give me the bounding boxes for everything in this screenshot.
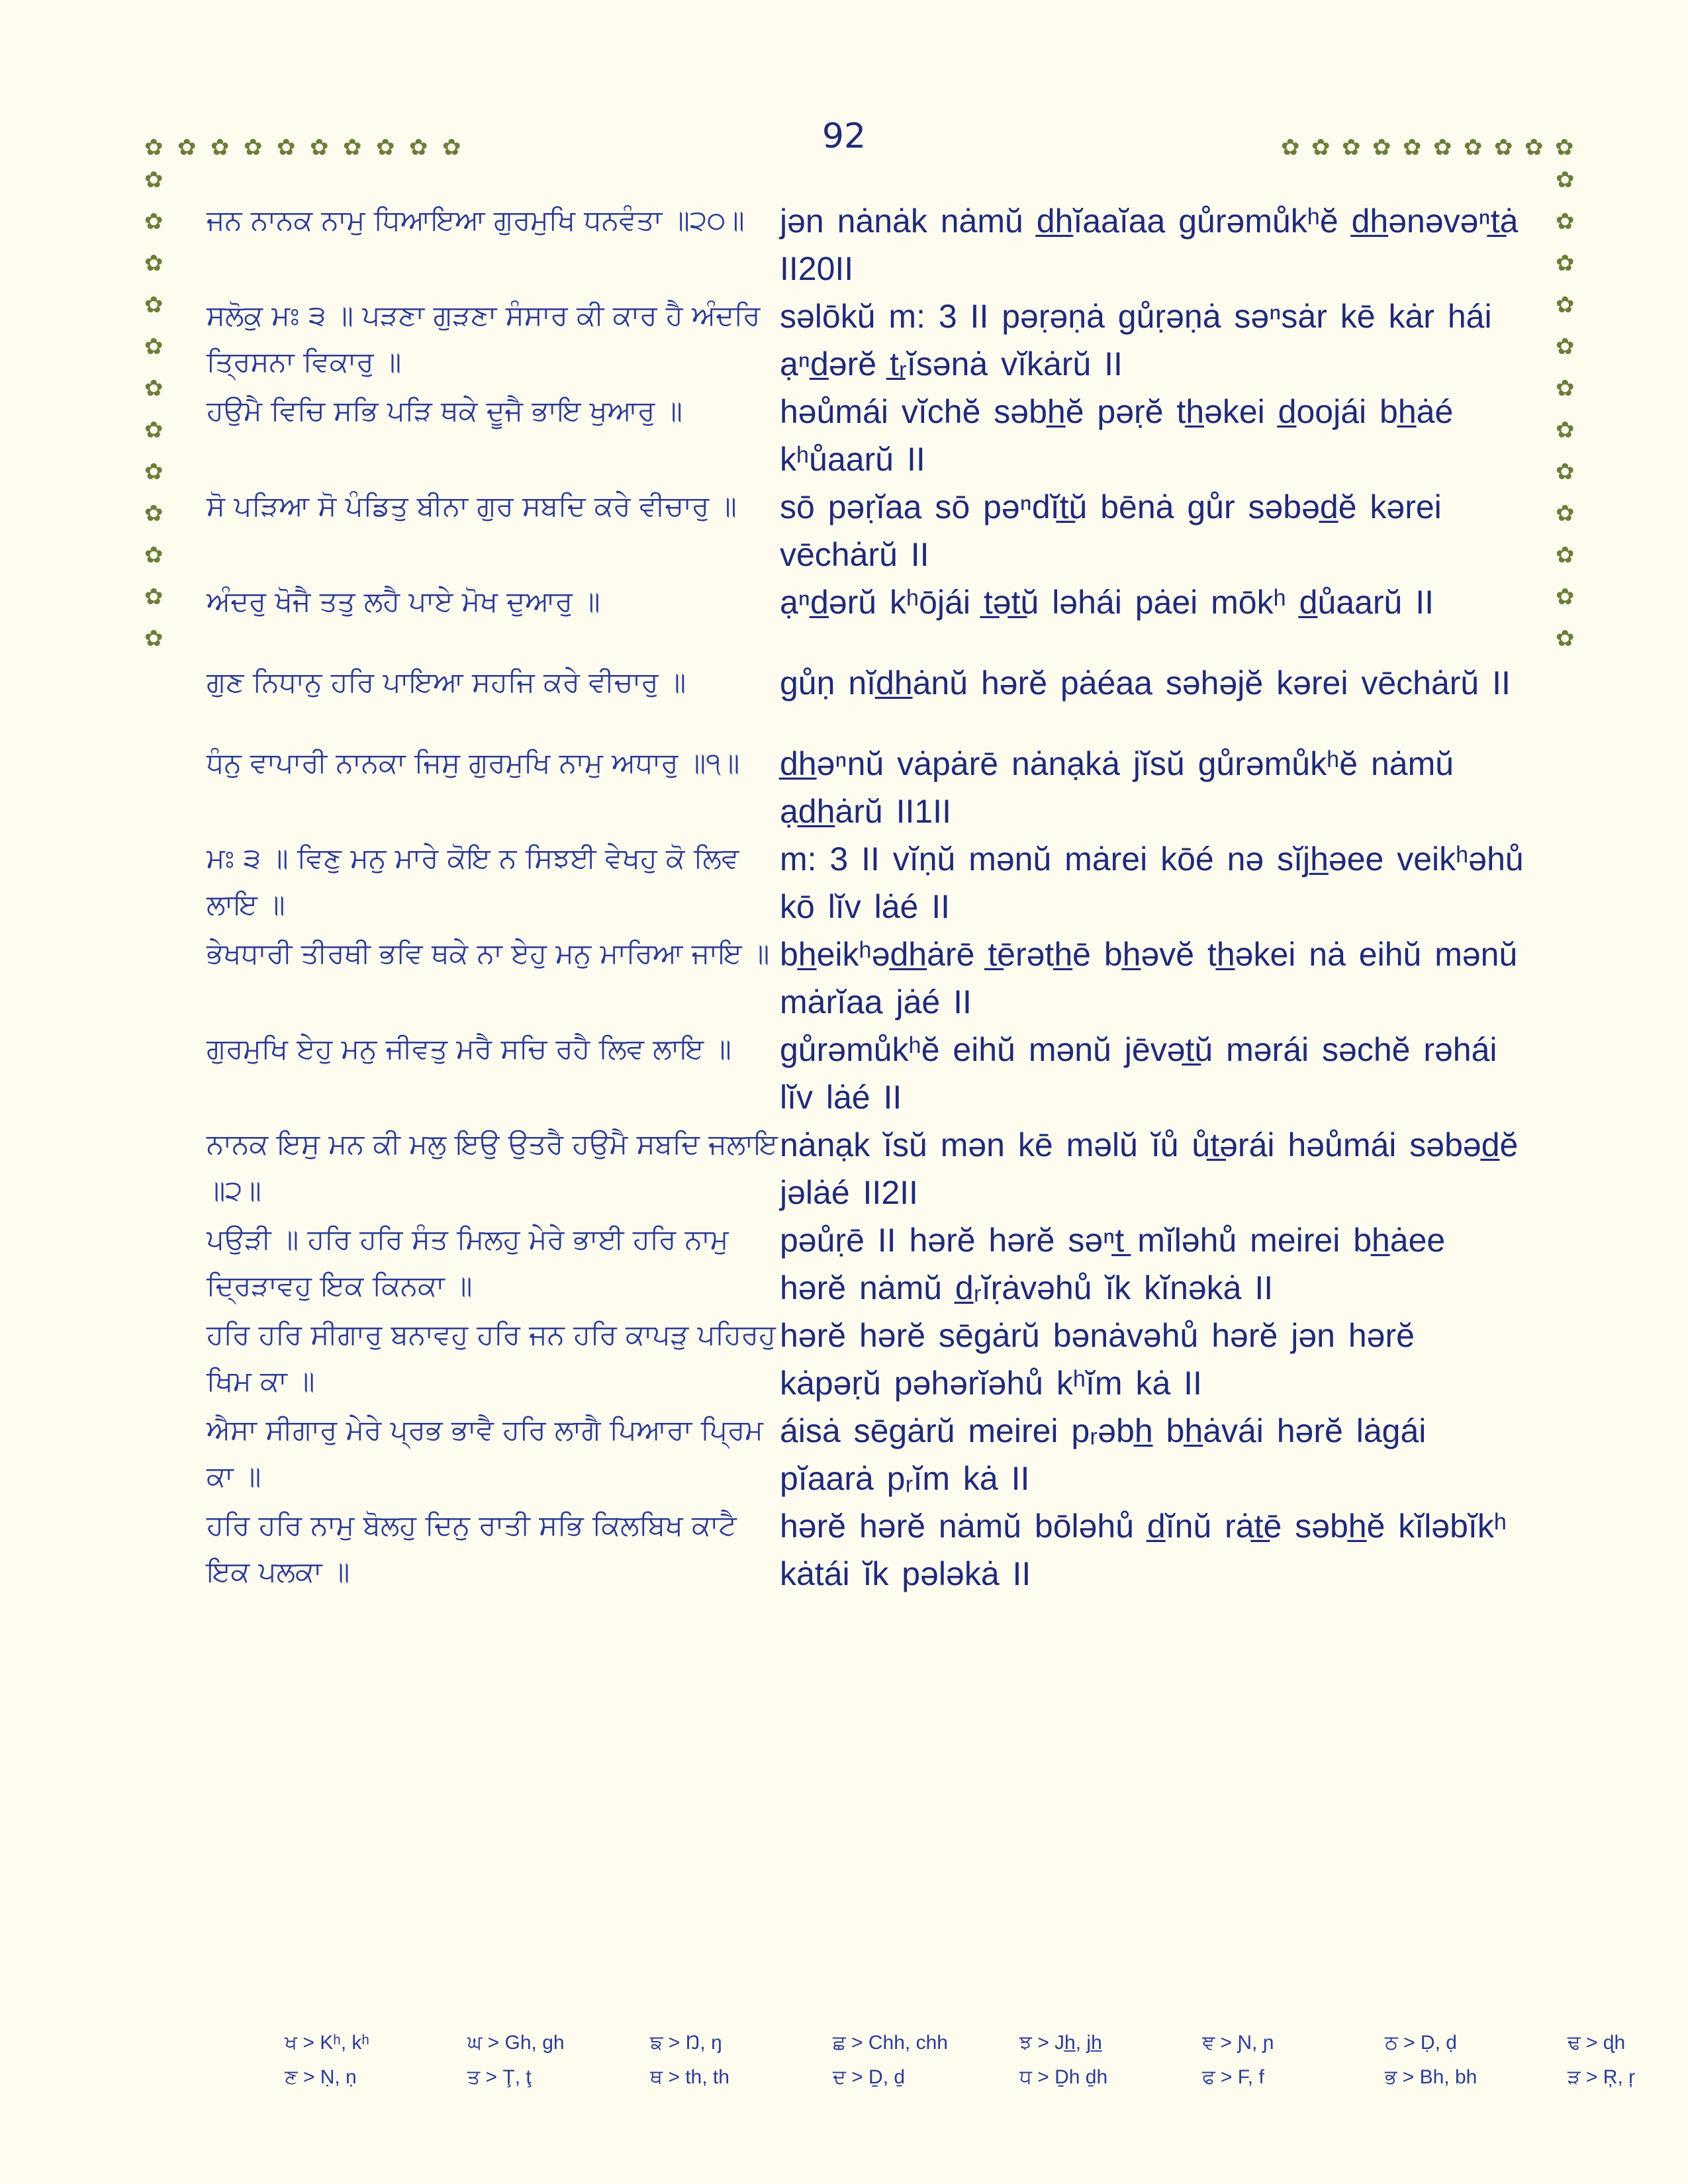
legend-entry: ੜ > Ŗ, ŗ (1568, 2066, 1636, 2088)
transliteration-legend (285, 2032, 1636, 2101)
transliteration-text: hərĕ hərĕ sēgȧrŭ bənȧvəhů hərĕ jən hərĕ kȧpəṛŭ pəhərĭəhů kʰĭm kȧ II (780, 1317, 1415, 1402)
flower-ornament-icon: ✿ (1403, 134, 1422, 161)
gurmukhi-text: ਮਃ ੩ ॥ ਵਿਣੁ ਮਨੁ ਮਾਰੇ ਕੋਇ ਨ ਸਿਝਈ ਵੇਖਹੁ ਕੋ ਲਿਵ ਲਾਇ ॥ (207, 842, 739, 921)
transliteration-text: həůmái vĭchĕ səbh̲ĕ pəṛĕ th̲əkei d̲oojái bh̲ȧé kʰůaarŭ II (780, 393, 1454, 478)
gurmukhi-text: ਸਲੋਕੁ ਮਃ ੩ ॥ ਪੜਣਾ ਗੁੜਣਾ ਸੰਸਾਰ ਕੀ ਕਾਰ ਹੈ ਅੰਦਰਿ ਤ੍ਰਿਸਨਾ ਵਿਕਾਰੁ ॥ (207, 299, 761, 378)
verse-row (207, 740, 1524, 835)
flower-ornament-icon: ✿ (343, 134, 362, 161)
flower-ornament-icon: ✿ (1556, 584, 1575, 610)
verse-row (207, 483, 1524, 578)
verse-row (207, 197, 1524, 293)
flower-ornament-icon: ✿ (1555, 134, 1574, 161)
legend-entry: ਫ > F, f (1202, 2066, 1264, 2088)
verse-row (207, 578, 1524, 626)
flower-ornament-icon: ✿ (144, 292, 164, 318)
flower-ornament-icon: ✿ (1433, 134, 1452, 161)
verse-row (207, 388, 1524, 483)
legend-entry: ਥ > th, th (650, 2066, 729, 2088)
gurmukhi-text: ਧੰਨੁ ਵਾਪਾਰੀ ਨਾਨਕਾ ਜਿਸੁ ਗੁਰਮੁਖਿ ਨਾਮੁ ਅਧਾਰੁ ॥੧॥ (207, 747, 740, 779)
flower-ornament-icon: ✿ (1494, 134, 1513, 161)
flower-ornament-icon: ✿ (1556, 292, 1575, 318)
verse-row (207, 1121, 1524, 1216)
gurmukhi-text: ਅੰਦਰੁ ਖੋਜੈ ਤਤੁ ਲਹੈ ਪਾਏ ਮੋਖ ਦੁਆਰੁ ॥ (207, 585, 600, 617)
flower-ornament-icon: ✿ (1556, 334, 1575, 360)
verse-row (207, 1407, 1524, 1502)
flower-ornament-icon: ✿ (1556, 417, 1575, 443)
gurmukhi-text: ਸੋ ਪੜਿਆ ਸੋ ਪੰਡਿਤੁ ਬੀਨਾ ਗੁਰ ਸਬਦਿ ਕਰੇ ਵੀਚਾਰੁ ॥ (207, 490, 737, 522)
flower-ornament-icon: ✿ (1524, 134, 1544, 161)
flower-ornament-icon: ✿ (310, 134, 329, 161)
flower-ornament-icon: ✿ (409, 134, 428, 161)
flower-ornament-icon: ✿ (1281, 134, 1300, 161)
flower-ornament-icon: ✿ (1464, 134, 1483, 161)
flower-ornament-icon: ✿ (277, 134, 296, 161)
flower-ornament-icon: ✿ (144, 208, 164, 235)
flower-ornament-icon: ✿ (1556, 208, 1575, 235)
transliteration-text: hərĕ hərĕ nȧmŭ bōləhů d̲ĭnŭ rȧt̲ē səbh̲ĕ kĭləbĭkʰ kȧtái ĭk pələkȧ II (780, 1508, 1507, 1592)
flower-ornament-icon: ✿ (144, 250, 164, 277)
legend-entry: ਤ > Ţ, ţ (467, 2066, 532, 2088)
flower-ornament-icon: ✿ (177, 134, 197, 161)
flower-ornament-icon: ✿ (1342, 134, 1361, 161)
transliteration-text: áisȧ sēgȧrŭ meirei pᵣəbh̲ bh̲ȧvái hərĕ lȧgái pĭaarȧ pᵣĭm kȧ II (780, 1412, 1427, 1497)
flower-ornament-icon: ✿ (144, 584, 164, 610)
gurmukhi-text: ਗੁਣ ਨਿਧਾਨੁ ਹਰਿ ਪਾਇਆ ਸਹਜਿ ਕਰੇ ਵੀਚਾਰੁ ॥ (207, 666, 686, 698)
flower-ornament-icon: ✿ (144, 167, 164, 193)
transliteration-text: sō pəṛĭaa sō pəⁿdĭt̲ŭ bēnȧ gůr səbəd̲ĕ kərei vēchȧrŭ II (780, 488, 1442, 573)
flower-ornament-icon: ✿ (1556, 500, 1575, 527)
gurmukhi-text: ਜਨ ਨਾਨਕ ਨਾਮੁ ਧਿਆਇਆ ਗੁਰਮੁਖਿ ਧਨਵੰਤਾ ॥੨੦॥ (207, 204, 745, 236)
flower-ornament-icon: ✿ (1556, 625, 1575, 652)
verse-row (207, 1216, 1524, 1312)
legend-entry: ਛ > Chh, chh (833, 2032, 948, 2054)
flower-ornament-icon: ✿ (144, 134, 164, 161)
verse-row (207, 835, 1524, 931)
verse-row (207, 1312, 1524, 1407)
legend-entry: ਙ > Ŋ, ŋ (650, 2032, 722, 2054)
legend-entry: ਝ > Jh̲, jh̲ (1019, 2032, 1102, 2054)
gurmukhi-text: ਗੁਰਮੁਖਿ ਏਹੁ ਮਨੁ ਜੀਵਤੁ ਮਰੈ ਸਚਿ ਰਹੈ ਲਿਵ ਲਾਇ ॥ (207, 1032, 731, 1065)
gurmukhi-text: ਪਉੜੀ ॥ ਹਰਿ ਹਰਿ ਸੰਤ ਮਿਲਹੁ ਮੇਰੇ ਭਾਈ ਹਰਿ ਨਾਮੁ ਦ੍ਰਿੜਾਵਹੁ ਇਕ ਕਿਨਕਾ ॥ (207, 1223, 729, 1302)
transliteration-text: m: 3 II vĭṇŭ mənŭ mȧrei kōé nə sĭjh̲əee veikʰəhů kō lĭv lȧé II (780, 841, 1524, 925)
legend-entry: ਣ > Ṇ, ṇ (285, 2066, 357, 2088)
legend-entry: ਦ > Ḏ, ḏ (833, 2066, 906, 2088)
legend-entry: ਘ > Gh, gh (467, 2032, 565, 2054)
flower-ornament-icon: ✿ (376, 134, 395, 161)
verse-table (207, 197, 1524, 1598)
gurmukhi-text: ਹਰਿ ਹਰਿ ਸੀਗਾਰੁ ਬਨਾਵਹੁ ਹਰਿ ਜਨ ਹਰਿ ਕਾਪੜੁ ਪਹਿਰਹੁ ਖਿਮ ਕਾ ॥ (207, 1318, 776, 1397)
verse-row (207, 931, 1524, 1026)
gurmukhi-text: ਐਸਾ ਸੀਗਾਰੁ ਮੇਰੇ ਪ੍ਰਭ ਭਾਵੈ ਹਰਿ ਲਾਗੈ ਪਿਆਰਾ ਪ੍ਰਿਮ ਕਾ ॥ (207, 1414, 763, 1492)
transliteration-text: gůrəmůkʰĕ eihŭ mənŭ jēvət̲ŭ mərái səchĕ rəhái lĭv lȧé II (780, 1031, 1497, 1116)
legend-entry: ਢ > ɖh (1568, 2032, 1626, 2054)
flower-ornament-icon: ✿ (144, 375, 164, 402)
transliteration-text: jən nȧnȧk nȧmŭ d̲h̲ĭaaĭaa gůrəmůkʰĕ d̲h̲ənəvəⁿt̲ȧ II20II (780, 203, 1519, 287)
flower-ornament-icon: ✿ (1556, 250, 1575, 277)
legend-entry: ਭ > Bh, bh (1385, 2066, 1477, 2088)
transliteration-text: pəůṛē II hərĕ hərĕ səⁿt̲ mĭləhů meirei bh̲ȧee hərĕ nȧmŭ d̲ᵣĭṛȧvəhů ĭk kĭnəkȧ II (780, 1222, 1446, 1306)
transliteration-text: nȧnạk ĭsŭ mən kē məlŭ ĭů ůt̲ərái həůmái səbəd̲ĕ jəlȧé II2II (780, 1126, 1519, 1211)
legend-entry: ਞ > Ɲ, ɲ (1202, 2032, 1274, 2054)
flower-ornament-icon: ✿ (442, 134, 461, 161)
transliteration-text: bh̲eikʰəd̲h̲ȧrē t̲ērəth̲ē bh̲əvĕ th̲əkei nȧ eihŭ mənŭ mȧrĭaa jȧé II (780, 936, 1518, 1021)
verse-row (207, 293, 1524, 388)
transliteration-text: səlōkŭ m: 3 II pəṛəṇȧ gůṛəṇȧ səⁿsȧr kē kȧr hái ạⁿd̲ərĕ t̲ᵣĭsənȧ vĭkȧrŭ II (780, 298, 1492, 383)
legend-row (285, 2032, 1626, 2066)
gurmukhi-text: ਨਾਨਕ ਇਸੁ ਮਨ ਕੀ ਮਲੁ ਇਉ ਉਤਰੈ ਹਉਮੈ ਸਬਦਿ ਜਲਾਇ ॥੨॥ (207, 1128, 778, 1206)
flower-ornament-icon: ✿ (244, 134, 263, 161)
gurmukhi-text: ਭੇਖਧਾਰੀ ਤੀਰਥੀ ਭਵਿ ਥਕੇ ਨਾ ਏਹੁ ਮਨੁ ਮਾਰਿਆ ਜਾਇ ॥ (207, 937, 770, 970)
verse-row (207, 1026, 1524, 1121)
flower-ornament-icon: ✿ (1372, 134, 1391, 161)
legend-entry: ਠ > Ḍ, ḍ (1385, 2032, 1457, 2054)
legend-entry: ਧ > Ḏh ḏh (1019, 2066, 1108, 2088)
flower-ornament-icon: ✿ (144, 417, 164, 443)
flower-ornament-icon: ✿ (1556, 167, 1575, 193)
flower-ornament-icon: ✿ (211, 134, 230, 161)
flower-ornament-icon: ✿ (144, 459, 164, 485)
flower-ornament-icon: ✿ (1556, 375, 1575, 402)
verse-row (207, 1502, 1524, 1598)
verse-row (207, 659, 1524, 707)
legend-entry: ਖ > Kʰ, kʰ (285, 2032, 369, 2054)
flower-ornament-icon: ✿ (144, 334, 164, 360)
flower-ornament-icon: ✿ (144, 625, 164, 652)
flower-ornament-icon: ✿ (144, 542, 164, 569)
transliteration-text: gůṇ nĭd̲h̲ȧnŭ hərĕ pȧéaa səhəjĕ kərei vēchȧrŭ II (780, 664, 1511, 702)
transliteration-text: d̲h̲əⁿnŭ vȧpȧrē nȧnạkȧ jĭsŭ gůrəmůkʰĕ nȧmŭ ạd̲h̲ȧrŭ II1II (780, 745, 1454, 830)
gurmukhi-text: ਹਰਿ ਹਰਿ ਨਾਮੁ ਬੋਲਹੁ ਦਿਨੁ ਰਾਤੀ ਸਭਿ ਕਿਲਬਿਖ ਕਾਟੈ ਇਕ ਪਲਕਾ ॥ (207, 1509, 737, 1588)
flower-ornament-icon: ✿ (1556, 542, 1575, 569)
flower-ornament-icon: ✿ (144, 500, 164, 527)
flower-ornament-icon: ✿ (1556, 459, 1575, 485)
transliteration-text: ạⁿd̲ərŭ kʰōjái t̲ət̲ŭ ləhái pȧei mōkʰ d̲ůaarŭ II (780, 584, 1434, 621)
legend-row (285, 2066, 1636, 2101)
flower-ornament-icon: ✿ (1311, 134, 1331, 161)
gurmukhi-text: ਹਉਮੈ ਵਿਚਿ ਸਭਿ ਪੜਿ ਥਕੇ ਦੂਜੈ ਭਾਇ ਖੁਆਰੁ ॥ (207, 394, 682, 427)
page-number: 92 (821, 116, 867, 156)
